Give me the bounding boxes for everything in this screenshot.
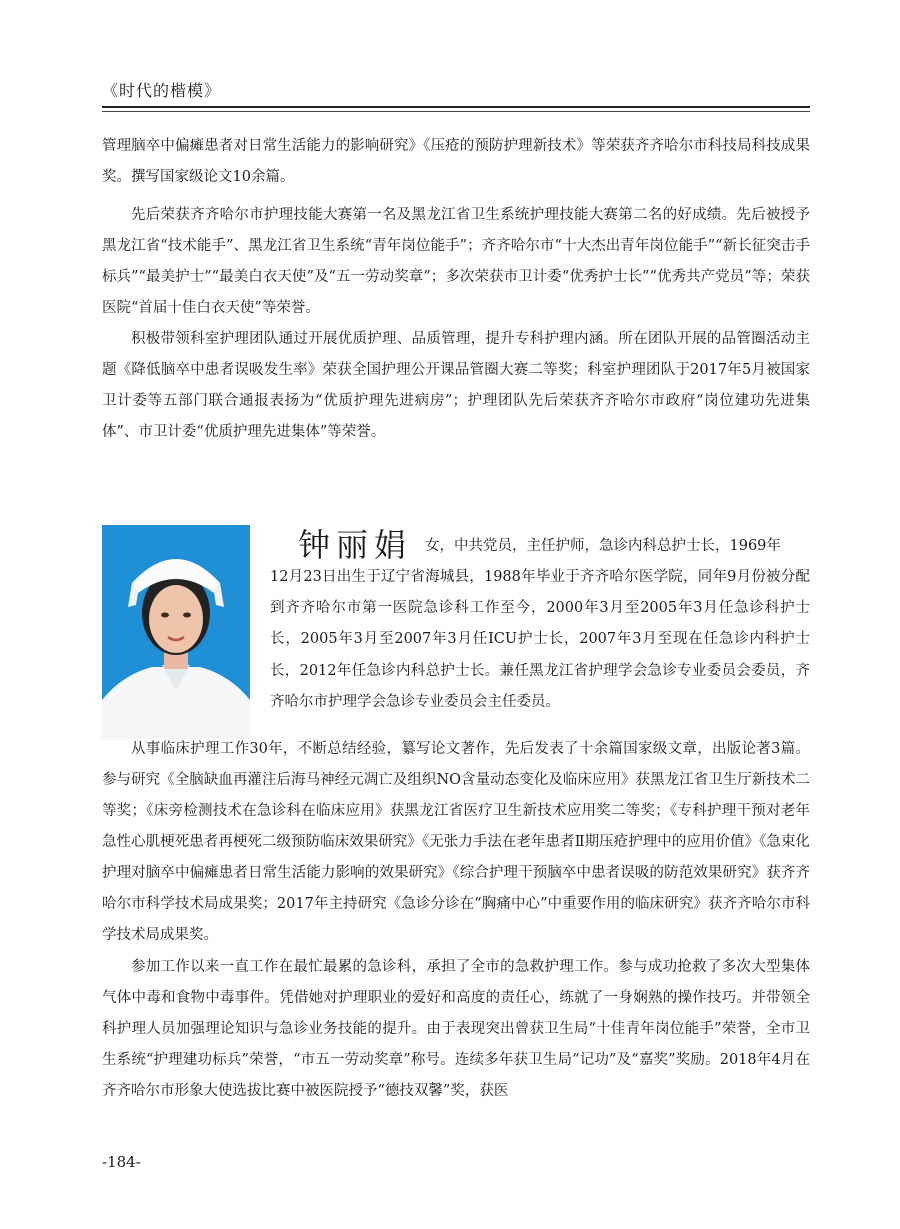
paragraph-continuation: 管理脑卒中偏瘫患者对日常生活能力的影响研究》《压疮的预防护理新技术》等荣获齐齐哈尔市科技局科技成果奖。撰写国家级论文10余篇。 [102, 138, 810, 185]
bio-beside-photo: 12月23日出生于辽宁省海城县，1988年毕业于齐齐哈尔医学院，同年9月份被分配到齐齐哈尔市第一医院急诊科工作至今，2000年3月至2005年3月任急诊科护士长，2005年3月至2007年3月任ICU护士长，2007年3月至现在任急诊内科护士长，2012年任急诊内科总护士长。兼任黑龙江省护理学会急诊专业委员会委员，齐齐哈尔市护理学会急诊专业委员会主任委员。 [270, 569, 810, 710]
person-name: 钟丽娟 [298, 526, 413, 564]
portrait-photo [102, 525, 250, 739]
page-number: -184- [102, 1153, 141, 1171]
paragraph-work: 参加工作以来一直工作在最忙最累的急诊科，承担了全市的急救护理工作。参与成功抢救了多次大型集体气体中毒和食物中毒事件。凭借她对护理职业的爱好和高度的责任心，练就了一身娴熟的操作技巧。并带领全科护理人员加强理论知识与急诊业务技能的提升。由于表现突出曾获卫生局“十佳青年岗位能手”荣誉，全市卫生系统“护理建功标兵”荣誉，“市五一劳动奖章”称号。连续多年获卫生局“记功”及“嘉奖”奖励。2018年4月在齐齐哈尔市形象大使选拔比赛中被医院授予“德技双馨”奖，获医 [102, 959, 810, 1099]
running-header [102, 78, 810, 108]
paragraph-honors: 先后荣获齐齐哈尔市护理技能大赛第一名及黑龙江省卫生系统护理技能大赛第二名的好成绩。先后被授予黑龙江省“技术能手”、黑龙江省卫生系统“青年岗位能手”；齐齐哈尔市“十大杰出青年岗位能手”“新长征突击手标兵”“最美护士”“最美白衣天使”及“五一劳动奖章”；多次荣获市卫计委“优秀护士长”“优秀共产党员”等；荣获医院“首届十佳白衣天使”等荣誉。 [102, 207, 810, 316]
paragraph-team: 积极带领科室护理团队通过开展优质护理、品质管理，提升专科护理内涵。所在团队开展的品管圈活动主题《降低脑卒中患者误吸发生率》荣获全国护理公开课品管圈大赛二等奖；科室护理团队于2017年5月被国家卫计委等五部门联合通报表扬为“优质护理先进病房”；护理团队先后荣获齐齐哈尔市政府“岗位建功先进集体”、市卫计委“优质护理先进集体”等荣誉。 [102, 331, 811, 440]
paragraph-research: 从事临床护理工作30年，不断总结经验，纂写论文著作，先后发表了十余篇国家级文章，出版论著3篇。参与研究《全脑缺血再灌注后海马神经元凋亡及组织NO含量动态变化及临床应用》获黑龙江省卫生厅新技术二等奖；《床旁检测技术在急诊科在临床应用》获黑龙江省医疗卫生新技术应用奖二等奖；《专科护理干预对老年急性心肌梗死患者再梗死二级预防临床效果研究》《无张力手法在老年患者Ⅱ期压疮护理中的应用价值》《急束化护理对脑卒中偏瘫患者日常生活能力影响的效果研究》《综合护理干预脑卒中患者误吸的防范效果研究》获齐齐哈尔市科学技术局成果奖；2017年主持研究《急诊分诊在“胸痛中心”中重要作用的临床研究》获齐齐哈尔市科学技术局成果奖。 [102, 741, 810, 943]
bio-first-line: 女，中共党员，主任护师，急诊内科总护士长，1969年 [425, 538, 781, 554]
header-rule-thin [102, 111, 810, 112]
nurse-portrait-illustration [102, 525, 250, 739]
book-title: 《时代的楷模》 [102, 81, 222, 100]
header-rule-thick [102, 106, 810, 108]
